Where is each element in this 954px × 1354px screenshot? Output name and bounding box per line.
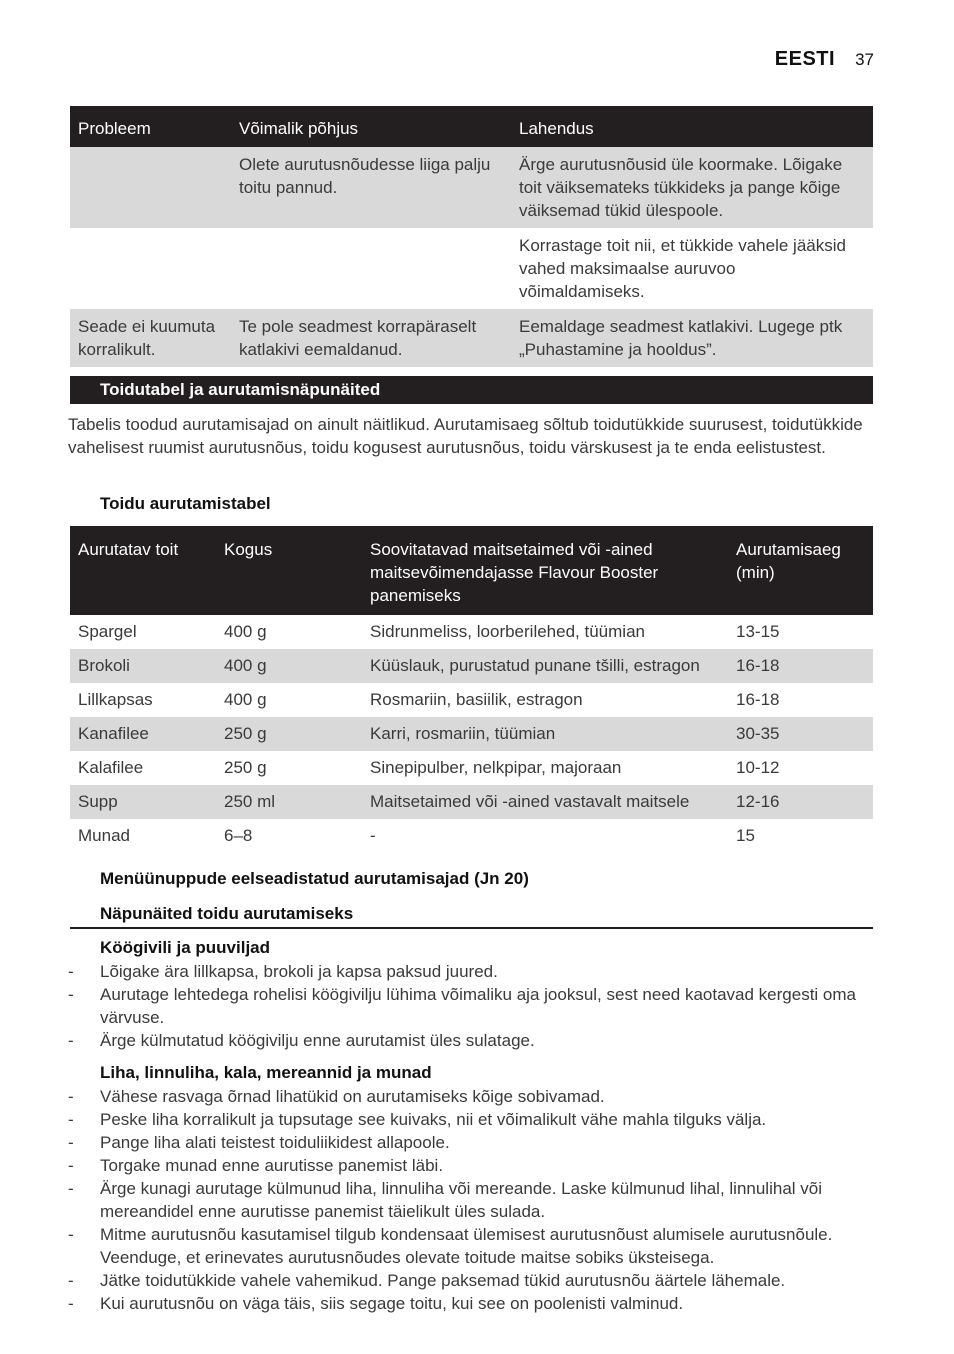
page-number: 37 — [855, 50, 874, 69]
food-cell: Brokoli — [70, 649, 216, 683]
column-header: Probleem — [70, 106, 231, 147]
list-item: - Torgake munad enne aurutisse panemist läbi. — [68, 1156, 444, 1175]
dash-marker: - — [68, 1133, 74, 1152]
herbs-cell: Rosmariin, basiilik, estragon — [370, 690, 583, 709]
time-cell: 12-16 — [728, 785, 873, 819]
cause-cell — [231, 228, 511, 309]
dash-marker: - — [68, 985, 74, 1004]
herbs-cell: Maitsetaimed või -ained vastavalt maitsele — [362, 785, 728, 819]
dash-marker: - — [68, 1087, 74, 1106]
list-item: - Mitme aurutusnõu kasutamisel tilgub kondensaat ülemisest aurutusnõust alumisele aurutusnõule. Veenduge, et erinevates aurutusnõudes olevate toitude maitse sobiks üksteisega. — [68, 1225, 833, 1267]
table-header-row — [70, 526, 873, 615]
section-title-bar — [70, 376, 873, 404]
menu-presets-heading: Menüünuppude eelseadistatud aurutamisajad (Jn 20) — [100, 869, 529, 888]
time-cell: 16-18 — [736, 690, 780, 709]
food-cell: Kanafilee — [70, 717, 216, 751]
dash-marker: - — [68, 1110, 74, 1129]
list-item: - Lõigake ära lillkapsa, brokoli ja kapsa paksud juured. — [68, 962, 498, 981]
list-item: - Peske liha korralikult ja tupsutage see kuivaks, nii et võimalikult vähe mahla tilguks välja. — [68, 1110, 767, 1129]
column-header: Võimalik põhjus — [231, 106, 511, 147]
column-header: Lahendus — [511, 106, 873, 147]
column-header: Soovitatavad maitsetaimed või -ained maitsevõimendajasse Flavour Booster panemiseks — [362, 526, 728, 615]
table-row — [70, 228, 873, 309]
veg-heading: Köögivili ja puuviljad — [100, 938, 271, 957]
list-item: - Ärge kunagi aurutage külmunud liha, linnuliha või mereande. Laske külmunud lihal, linnulihal või mereandidel enne aurutisse panemist täielikult üles sulada. — [68, 1179, 823, 1221]
solution-cell: Korrastage toit nii, et tükkide vahele jääksid vahed maksimaalse auruvoo võimaldamiseks. — [519, 236, 846, 301]
dash-marker: - — [68, 1031, 74, 1050]
time-cell: 15 — [736, 826, 755, 845]
problem-cell — [70, 228, 231, 309]
dash-marker: - — [68, 962, 74, 981]
solution-cell: Eemaldage seadmest katlakivi. Lugege ptk „Puhastamine ja hooldus”. — [511, 309, 873, 367]
herbs-cell: Sidrunmeliss, loorberilehed, tüümian — [370, 622, 645, 641]
solution-cell: Ärge aurutusnõusid üle koormake. Lõigake toit väiksemateks tükkideks ja pange kõige väiksemad tükid ülespoole. — [511, 147, 873, 228]
table-row — [70, 819, 873, 853]
table-row — [70, 717, 873, 751]
column-header: Aurutamisaeg (min) — [728, 526, 873, 615]
food-table-title: Toidu aurutamistabel — [100, 494, 271, 513]
time-cell: 13-15 — [736, 622, 780, 641]
amount-cell: 250 g — [216, 717, 362, 751]
table-row — [70, 615, 873, 649]
cause-cell: Te pole seadmest korrapäraselt katlakivi eemaldanud. — [231, 309, 511, 367]
table-row — [70, 751, 873, 785]
list-item: - Pange liha alati teistest toiduliikidest allapoole. — [68, 1133, 450, 1152]
meat-tips-list — [68, 1085, 878, 1315]
amount-cell: 6–8 — [224, 826, 253, 845]
time-cell: 16-18 — [728, 649, 873, 683]
veg-tips-list — [68, 960, 878, 1052]
amount-cell: 400 g — [224, 690, 267, 709]
food-cell: Spargel — [78, 622, 137, 641]
time-cell: 30-35 — [728, 717, 873, 751]
page-header — [775, 48, 874, 71]
herbs-cell: - — [370, 826, 376, 845]
food-cell: Kalafilee — [78, 758, 144, 777]
amount-cell: 400 g — [216, 649, 362, 683]
list-item: - Vähese rasvaga õrnad lihatükid on aurutamiseks kõige sobivamad. — [68, 1087, 605, 1106]
problem-cell — [70, 147, 231, 228]
language-label: EESTI — [774, 48, 836, 70]
troubleshooting-table — [70, 106, 873, 367]
tips-heading: Näpunäited toidu aurutamiseks — [100, 904, 354, 923]
herbs-cell: Karri, rosmariin, tüümian — [362, 717, 728, 751]
food-steaming-table — [70, 526, 873, 853]
herbs-cell: Küüslauk, purustatud punane tšilli, estragon — [362, 649, 728, 683]
list-item: - Ärge külmutatud köögivilju enne aurutamist üles sulatage. — [68, 1031, 535, 1050]
meat-heading: Liha, linnuliha, kala, mereannid ja munad — [100, 1063, 432, 1082]
dash-marker: - — [68, 1179, 74, 1198]
table-row — [70, 147, 873, 228]
section-title: Toidutabel ja aurutamisnäpunäited — [100, 380, 381, 399]
list-item: - Aurutage lehtedega rohelisi köögivilju lühima võimaliku aja jooksul, sest need kaotavad kergesti oma värvuse. — [68, 985, 856, 1027]
dash-marker: - — [68, 1225, 74, 1244]
time-cell: 10-12 — [736, 758, 780, 777]
dash-marker: - — [68, 1156, 74, 1175]
cause-cell: Olete aurutusnõudesse liiga palju toitu pannud. — [231, 147, 511, 228]
herbs-cell: Sinepipulber, nelkpipar, majoraan — [370, 758, 622, 777]
table-row — [70, 649, 873, 683]
list-item: - Kui aurutusnõu on väga täis, siis segage toitu, kui see on poolenisti valminud. — [68, 1294, 684, 1313]
list-item: - Jätke toidutükkide vahele vahemikud. Pange paksemad tükid aurutusnõu äärtele lähemale. — [68, 1271, 786, 1290]
food-cell: Lillkapsas — [78, 690, 153, 709]
table-row — [70, 309, 873, 367]
amount-cell: 400 g — [224, 622, 267, 641]
food-cell: Supp — [70, 785, 216, 819]
dash-marker: - — [68, 1294, 74, 1313]
problem-cell: Seade ei kuumuta korralikult. — [70, 309, 231, 367]
table-header-row — [70, 106, 873, 147]
food-cell: Munad — [78, 826, 130, 845]
intro-paragraph: Tabelis toodud aurutamisajad on ainult näitlikud. Aurutamisaeg sõltub toidutükkide suurusest, toidutükkide vahelisest ruumist aurutusnõus, toidu kogusest aurutusnõus, toidu värskusest ja te enda eelistustest. — [68, 415, 863, 457]
amount-cell: 250 ml — [216, 785, 362, 819]
table-row — [70, 785, 873, 819]
table-row — [70, 683, 873, 717]
amount-cell: 250 g — [224, 758, 267, 777]
column-header: Kogus — [216, 526, 362, 615]
divider — [70, 927, 873, 929]
dash-marker: - — [68, 1271, 74, 1290]
column-header: Aurutatav toit — [70, 526, 216, 615]
